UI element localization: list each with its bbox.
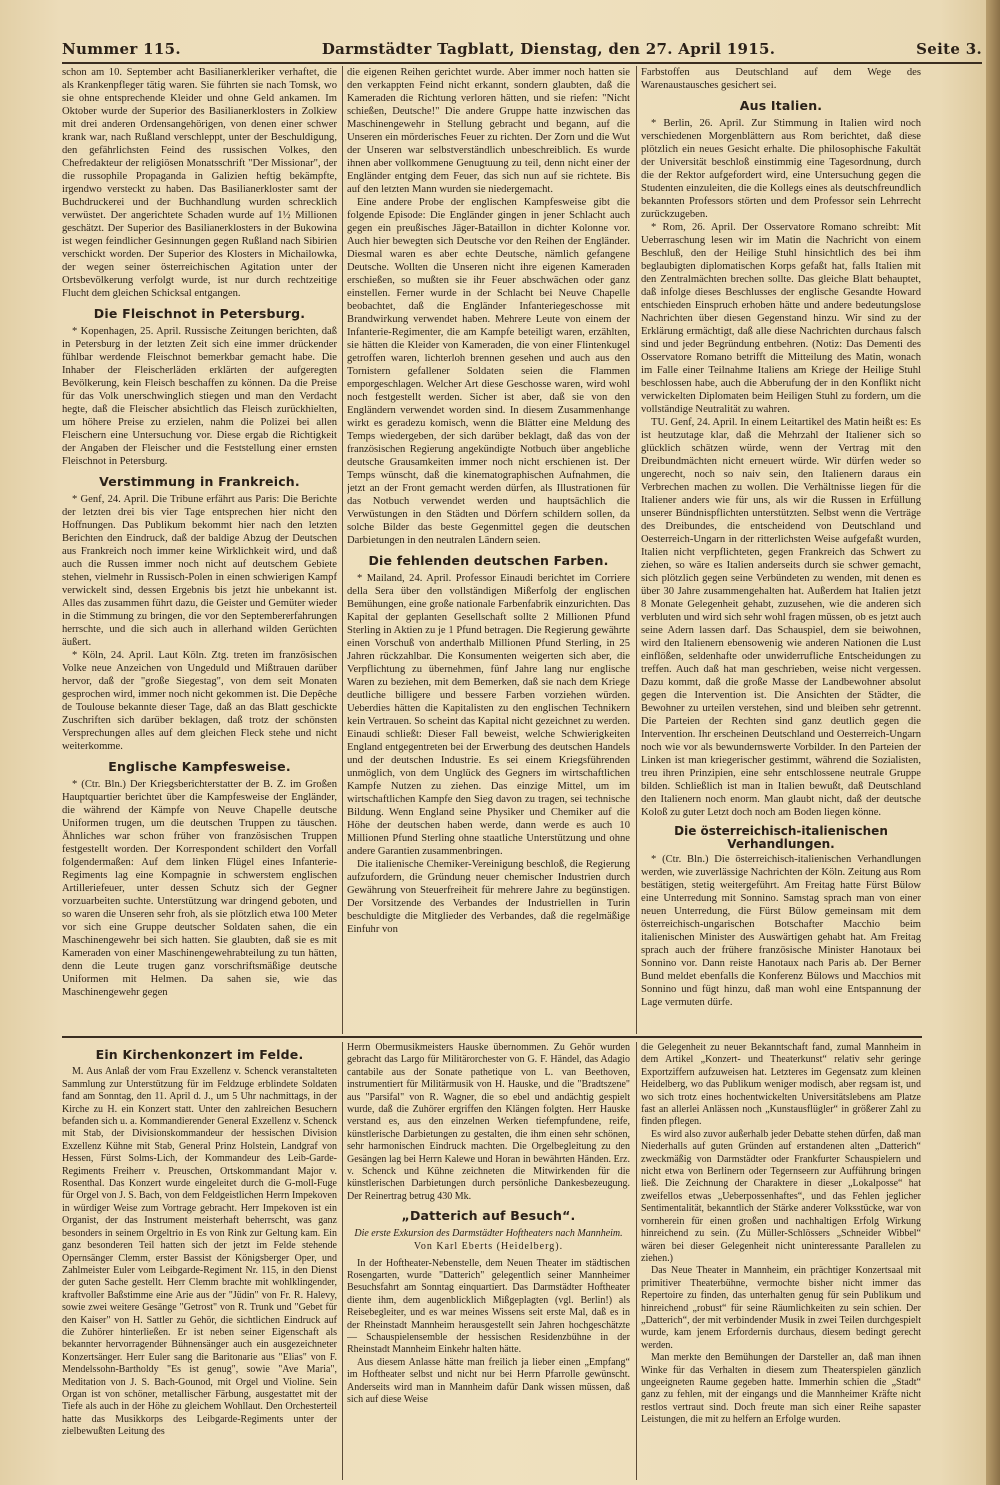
article-continuation: Farbstoffen aus Deutschland auf dem Wege des Warenaustausches gesichert sei. bbox=[641, 67, 921, 91]
article-verhandlungen: * (Ctr. Bln.) Die österreichisch-italienischen Verhandlungen werden, wie zuverlässige Nachrichten der Köln. Zeitung aus Rom bestätigen, stetig weitergeführt. Am Freitag hatte Fürst Bülow eine Unterredung mit Sonnino. Samstag sprach man von einer neuen Unterredung, die Fürst Bülow gemeinsam mit dem österreichisch-ungarischen Botschafter Macchio beim italienischen Minister des Auswärtigen gehabt hat. Am Freitag sprach auch der frühere französische Minister Hanotaux bei Sonnino vor. Dann reiste Hanotaux nach Paris ab. Der Berner Bund meldet ebenfalls die Konferenz Bülows und Macchios mit Sonnino und fügt hinzu, daß man wohl eine Entspannung der Lage vermuten dürfe. bbox=[641, 854, 921, 1008]
article-farben-cont: Die italienische Chemiker-Vereinigung beschloß, die Regierung aufzufordern, die Gründung neuer chemischer Industrien durch Gewährung von Steuerfreiheit für mehrere Jahre zu begünstigen. Der Vorsitzende des Verbandes der Industriellen in Turin beschuldigte die Mitglieder des Verbandes, daß die regelmäßige Einfuhr von bbox=[347, 859, 630, 935]
article-datterich: In der Hoftheater-Nebenstelle, dem Neuen Theater im städtischen Rosengarten, wurde "Datterich" gelegentlich seiner Mannheimer Besuchsfahrt am Sonntag einquartiert. Das Darmstädter Hoftheater diente ihm, dem augenblicklich Mißgeplagten (vgl. Berlin!) als Reisebegleiter, und es war meines Wissens seit erste Mal, daß es in der Rheinstadt Mannheim herausgestellt sein Jahren hochgeschätzte — Schauspielensemble der hessischen Residenzbühne in der Rheinstadt Mannheim Einkehr halten hätte. bbox=[347, 1257, 630, 1356]
headline-farben: Die fehlenden deutschen Farben. bbox=[368, 553, 609, 568]
article-kampfesweise-cont: Eine andere Probe der englischen Kampfesweise gibt die folgende Episode: Die Engländer gingen in jener Schlacht auch gegen ein preußisches Jäger-Bataillon in dichter Kolonne vor. Auch hier bewegten sich Deutsche vor den Reihen der Engländer. Diesmal waren es aber echte Deutsche, nämlich gefangene Deutsche. Wollten die Unseren nicht ihre eigenen Kameraden erschießen, so mußten sie ihr Feuer abschwächen oder ganz einstellen. Ferner wurde in der Schlacht bei Neuve Chapelle beobachtet, daß die Engländer Infanteriegeschosse mit Brandwirkung verwendet haben. Mehrere Leute von einem der Infanterie-Regimenter, die am Kampfe beteiligt waren, erzählten, sie hätten die Kleider von Kameraden, die von einer Flintenkugel getroffen waren, lichterloh brennen gesehen und auch aus den Tornistern gefallener Soldaten seien die Flammen emporgeschlagen. Welcher Art diese Geschosse waren, wird wohl noch festgestellt werden. Sicher ist aber, daß sie von den Engländern verwendet worden sind. In diesem Zusammenhange wirkt es geradezu komisch, wenn die Blätter eine Meldung des Temps wiedergeben, der sich darüber beklagt, daß das von der französischen Regierung angekündigte Notbuch über angebliche deutsche Grausamkeiten immer noch nicht erschienen ist. Der Temps wünscht, daß die kinematographischen Aufnahmen, die jetzt an der Front gemacht werden dürfen, als Illustrationen für das Notbuch verwendet werden und hauptsächlich die Verwüstungen in den Städten und Dörfern schildern sollen, da solche Bilder das beste Gegenmittel gegen die deutschen Darbietungen in den neutralen Ländern seien. bbox=[347, 197, 630, 546]
headline-italien: Aus Italien. bbox=[739, 98, 823, 113]
issue-number: Nummer 115. bbox=[62, 40, 181, 58]
subheadline-datterich: Die erste Exkursion des Darmstädter Hoftheaters nach Mannheim. bbox=[354, 1227, 623, 1239]
headline-datterich: „Datterich auf Besuch“. bbox=[401, 1208, 576, 1224]
article-datterich-cont: die Gelegenheit zu neuer Bekanntschaft fand, zumal Mannheim in dem Artikel „Konzert- und Theaterkunst“ relativ sehr geringe Exportziffern aufzuweisen hat. Letzteres im Gegensatz zum kleinen Heidelberg, wo das Publikum weniger modisch, aber regsam ist, und wo sich trotz eines hochentwickelten Universitätslebens am Platze fast an allerlei Anlässen noch „Kunstausflügler“ in größerer Zahl zu finden pflegen. bbox=[641, 1042, 921, 1128]
headline-verhandlungen: Die österreichisch-italienischen Verhandlungen. bbox=[674, 824, 888, 851]
article-datterich-cont-2: Es wird also zuvor außerhalb jeder Debatte stehen dürfen, daß man Niederhalls auf guten Gründen auf erstandenen alten „Datterich“ zweckmäßig von Darmstädter oder Frankfurter Schauspielern und nicht etwa von Berlinern oder Tegernseern zur Aufführung bringen ließ. Die Zeichnung der Charaktere in dieser „Lokalposse“ hat zweifellos etwas „Ueberpossenhaftes“, und das Fehlen jeglicher Sentimentalität, bekanntlich der Stärke anderer Volksstücke, war von vornherein für einen großen und nachhaltigen Erfolg Wirkung hinreichend zu sein. (Zu Müller-Schlössers „Schneider Wibbel“ wären bei dieser Gelegenheit nicht uninteressante Parallelen zu ziehen.) bbox=[641, 1128, 921, 1264]
headline-kampfesweise: Englische Kampfesweise. bbox=[108, 759, 291, 774]
article-continuation: die eigenen Reihen gerichtet wurde. Aber immer noch hatten sie den verkappten Feind nicht erkannt, sondern glaubten, daß die Kameraden die Richtung verloren hätten, und sie riefen: "Nicht schießen, Deutsche!" Die andere Gruppe hatte inzwischen das Maschinengewehr in Stellung gebracht und begann, auf die Unseren ein mörderisches Feuer zu richten. Der Zorn und die Wut der Unseren war selbstverständlich unbeschreiblich. Es wurde ihnen aber vollkommene Genugtuung zu teil, denn nicht einer der Engländer entging dem Feuer, das sich nun auf sie richtete. Bis auf den letzten Mann wurden sie niedergemacht. bbox=[347, 67, 630, 195]
news-column-3 bbox=[641, 66, 921, 1031]
headline-fleischnot: Die Fleischnot in Petersburg. bbox=[93, 306, 306, 321]
article-italien-genf: TU. Genf, 24. April. In einem Leitartikel des Matin heißt es: Es ist heutzutage klar, daß die Mehrzahl der Italiener sich so glücklich schätzen würde, wenn der Vertrag mit den Dreibundmächten nicht erneuert würde. Wir dürfen weder so ungerecht, noch so naiv sein, den Italienern daraus ein Verbrechen machen zu wollen. Die Verhältnisse liegen für die Italiener anders wie für uns, als wir die Russen in Erfüllung unserer Bündnispflichten unterstützten. Selbst wenn die Verträge des Dreibundes, die entscheidend von Deutschland und Oesterreich-Ungarn in der ritterlichsten Weise aufgefaßt wurden, Italien nicht verpflichteten, gegen Frankreich das Schwert zu ziehen, so wäre es Italien anderseits durch sie schwer gemacht, sich plötzlich gegen seine Verbündeten zu wenden, mit denen es über 30 Jahre zusammengehalten hat. Außerdem hat Italien jetzt 8 Monate Gelegenheit gehabt, zuzusehen, wie die anderen sich verbluten und wird sich sehr wohl fragen müssen, ob es jetzt auch seine Adern lassen darf. Das Schauspiel, dem sie beiwohnen, wird den Italienern ebensowenig wie anderen Nationen die Lust einflößen, seldenhafte oder unwiderrufliche Entscheidungen zu treffen. Auch daß hat man geschrieben, weise nicht vergessen. Dazu kommt, daß die große Masse der Landbewohner absolut gegen die Intervention ist. Die Ansichten der Städter, die Bewohner zu urteilen verstehen, sind und bleiben sehr getrennt. Die Parteien der Rechten sind ganz deutlich gegen die Intervention. Ihr erscheinen Deutschland und Oesterreich-Ungarn noch wie vor als bewundernswerte Vorbilder. In den Parteien der Linken ist man kriegerischer gestimmt, während die Sozialisten, treu ihren Prinzipien, eine sehr entschlossene neutrale Gruppe bilden. Schließlich ist man in Italien bewußt, daß Deutschland den Italienern noch enorm. Man glaubt nicht, daß der deutsche Koloß zu guter Letzt doch noch am Boden liegen könne. bbox=[641, 417, 921, 818]
article-datterich-2: Aus diesem Anlasse hätte man freilich ja lieber einen „Empfang“ im Hoftheater selbst und nicht nur bei Herrn Pfarrolle gewünscht. Anderseits wird man in Mannheim dafür Dank wissen müssen, daß sich auf diese Weise bbox=[347, 1356, 630, 1405]
feuilleton-divider bbox=[62, 1036, 922, 1038]
masthead-date: Darmstädter Tagblatt, Dienstag, den 27. April 1915. bbox=[321, 40, 776, 58]
column-divider bbox=[636, 66, 637, 1034]
article-verstimmung-koeln: * Köln, 24. April. Laut Köln. Ztg. treten im französischen Volke neue Anzeichen von Ungeduld und Mißtrauen darüber hervor, daß der "große Siegestag", von dem seit Monaten gesprochen wird, immer noch nicht gekommen ist. Die Depêche de Toulouse bekannte dieser Tage, daß an das Blatt geschickte Zuschriften sich darüber beklagen, daß trotz der schönsten Versprechungen alles auf dem gleichen Fleck stehe und nicht weiterkomme. bbox=[62, 650, 337, 752]
feuilleton-column-3 bbox=[641, 1042, 921, 1480]
article-verstimmung-genf: * Genf, 24. April. Die Tribune erfährt aus Paris: Die Berichte der letzten drei bis vier Tage entsprechen hier nicht den Hoffnungen. Das Publikum bekommt hier nach den letzten Berichten den Eindruck, daß der baldige Abzug der Deutschen aus Frankreich noch immer keine Wirklichkeit wird, und daß auch die Russen immer noch nicht auf deutschem Gebiete stehen, vielmehr in Russisch-Polen in einen schwierigen Kampf verwickelt sind, dessen Ergebnis bis jetzt hie unbekannt ist. Alles das zusammen führt dazu, die Geister und Gemüter wieder in die Stimmung zu bringen, die vor den Septembererfahrungen herrschte, und die sich auch in allerhand wilden Gerüchten äußert. bbox=[62, 494, 337, 648]
page-header bbox=[62, 40, 982, 62]
column-divider bbox=[636, 1042, 637, 1480]
article-fleischnot: * Kopenhagen, 25. April. Russische Zeitungen berichten, daß in Petersburg in der letzten Zeit sich eine immer drückender fühlbar werdende Fleischnot bemerkbar gemacht habe. Die Inhaber der Fleischerläden erklärten der aufgeregten Bevölkerung, kein Fleisch beschaffen zu können. Da die Preise für das Volk unerschwinglich stiegen und man den Verdacht hegte, daß die Fleischer absichtlich das Fleisch zurückhielten, um höhere Preise zu erzielen, nahm die Polizei bei allen Fleischern eine Untersuchung vor. Diese ergab die Richtigkeit der Angaben der Fleischer und die Feststellung einer ernsten Fleischnot in Petersburg. bbox=[62, 326, 337, 467]
feuilleton-column-1 bbox=[62, 1042, 337, 1480]
book-spine bbox=[986, 0, 1000, 1485]
news-column-2 bbox=[347, 66, 630, 1031]
article-italien-rom: * Rom, 26. April. Der Osservatore Romano schreibt: Mit Ueberraschung lesen wir im Matin die Nachricht von einem Beschluß, den der Heilige Stuhl hinsichtlich des bei ihm beglaubigten diplomatischen Korps gefaßt hat, falls Italien mit den Zentralmächten brechen sollte. Das gleiche Blatt behauptet, daß infolge dieses Beschlusses der englische Gesandte Howard entschieden Einspruch erhoben hätte und andere bedeutungslose Nachrichten über diesen Gegenstand hinzu. Wir sind zu der Erklärung ermächtigt, daß alle diese Nachrichten durchaus falsch sind und jeder Begründung entbehren. (Notiz: Das Dementi des Osservatore Romano betrifft die Mitteilung des Matin, wonach im Falle einer Teilnahme Italiens am Kriege der Heilige Stuhl beschlossen habe, auch die Abberufung der in den Konflikt nicht verwickelten Diplomaten beim Heiligen Stuhl zu fordern, um die vollständige Neutralität zu wahren. bbox=[641, 222, 921, 415]
article-datterich-cont-4: Man merkte den Bemühungen der Darsteller an, daß man ihnen Winke für das Verhalten in diesem zum Theaterspielen gänzlich ungeeigneten Raume gegeben hatte. Immerhin schien die „Stadt“ ganz zu fehlen, mit der eingangs und die Mannheimer Kräfte nicht restlos vertraut sind. Doch freute man sich einer Reihe sapaster Leistungen, die mit zu helfern an Erfolge wurden. bbox=[641, 1352, 921, 1426]
headline-kirchenkonzert: Ein Kirchenkonzert im Felde. bbox=[95, 1047, 304, 1062]
article-kirchenkonzert: M. Aus Anlaß der vom Frau Exzellenz v. Schenck veranstalteten Sammlung zur Unterstützung für im Feldzuge erblindete Soldaten fand am Sonntag, den 11. April d. J., um 5 Uhr nachmittags, in der Kirche zu H. ein Konzert statt. Unter den zahlreichen Besuchern befanden sich u. a. Kommandierender General Exzellenz v. Schenck mit Stab, der Divisionskommandeur der hessischen Division Exzellenz Kühne mit Stab, General Prinz Holstein, Landgraf von Hessen, Fürst Solms-Lich, der Kommandeur des Leib-Garde-Regiments Freiherr v. Preuschen, Ortskommandant Major v. Rosenthal. Das Konzert wurde eingeleitet durch die G-moll-Fuge für Orgel von J. S. Bach, von dem Feldgeistlichen Herrn Impekoven in würdiger Weise zum Vortrage gebracht. Herr Impekoven ist ein Organist, der das Instrument meisterhaft beherrscht, was ganz besonders in seinem Orgeltrio in Es von Rink zur Geltung kam. Ein ganz besonderen Teil hatten sich der jetzt im Felde stehende Opernsänger Clemm, erster Bassist der Königsberger Oper, und Zahlmeister Euler vom Leibgarde-Regiment Nr. 115, in den Dienst der guten Sache gestellt. Herr Clemm brachte mit wohlklingender, kraftvoller Baßstimme eine Arie aus der "Jüdin" von Fr. R. Halevy, sowie zwei weitere Gesänge "Getrost" von R. Trunk und "Gebet für den Kaiser" von H. Sattler zu Gehör, die sichtlichen Eindruck auf die Zuhörer hinterließen. Er ist neben seiner Eigenschaft als bekannter hervorragender Bühnensänger auch ein ausgezeichneter Konzertsänger. Herr Euler sang die Baritonarie aus "Elias" von F. Mendelssohn-Bartholdy "Es ist genug", sowie "Ave Maria", Meditation von J. S. Bach-Gounod, mit Orgel und Violine. Sein Organ ist von schöner, metallischer Färbung, ausgestattet mit der Tiefe als auch in der Höhe zu gleichem Wohllaut. Den Orchesterteil hatte das Musikkorps des Leibgarde-Regiments unter der zielbewußten Leitung des bbox=[62, 1066, 337, 1438]
article-kirchenkonzert-cont: Herrn Obermusikmeisters Hauske übernommen. Zu Gehör wurden gebracht das Largo für Militärorchester von G. F. Händel, das Adagio cantabile aus der Sonate pathetique von L. van Beethoven, instrumentiert für Militärmusik von H. Hauske, und die "Bradtszene" aus "Parsifal" von R. Wagner, die so ebel und andächtig gespielt wurde, daß die Zuhörer ergriffen den Klängen folgten. Herr Hauske verstand es, aus den einzelnen Werken tiefempfundene, reife, künstlerische Darbietungen zu gestalten, die ihm einen sehr schönen, sehr harmonischen Eindruck machten. Die Orgelbegleitung zu den Gesängen lag bei Herrn Kalewe und Horan in bewährten Händen. Erz. v. Schenck und Kühne zeichneten die Mitwirkenden für die künstlerischen Darbietungen durch persönliche Dankesbezeugung. Der Reinertrag betrug 430 Mk. bbox=[347, 1042, 630, 1202]
column-divider bbox=[342, 66, 343, 1034]
article-farben: * Mailand, 24. April. Professor Einaudi berichtet im Corriere della Sera über den vollständigen Mißerfolg der englischen Bemühungen, eine große nationale Farbenfabrik einzurichten. Das Kapital der geplanten Gesellschaft sollte 2 Millionen Pfund Sterling in Aktien zu je 1 Pfund betragen. Die Regierung gewährte einen Vorschuß von anderthalb Millionen Pfund Sterling, in 25 Jahren rückzahlbar. Die Konsumenten weigerten sich aber, die Verpflichtung zu übernehmen, fünf Jahre lang nur englische Waren zu beziehen, mit dem Bemerken, daß sie nach dem Kriege deutliche billigere und bessere Farben vorziehen würden. Ueberdies hätten die Kapitalisten zu den englischen Technikern kein Vertrauen. So scheint das Kapital nicht gezeichnet zu werden. Einaudi schließt: Dieser Fall beweist, welche Schwierigkeiten England entgegentreten bei der Erwerbung des deutschen Handels und der deutschen Industrie. Es sei einem Kriegsführenden unmöglich, von dem Unglück des Gegners im wirtschaftlichen Kampfe Nutzen zu ziehen. Das einzige Mittel, um im wirtschaftlichen Kampfe den Sieg davon zu tragen, sei technische Bildung. Wenn England seine Physiker und Chemiker auf die Höhe der deutschen haben werde, dann werde es auch 10 Millionen Pfund Sterling ohne staatliche Unterstützung und ohne andere Garantien zusammenbringen. bbox=[347, 573, 630, 857]
feuilleton-column-2 bbox=[347, 1042, 630, 1480]
column-divider bbox=[342, 1042, 343, 1480]
byline-datterich: Von Karl Eberts (Heidelberg). bbox=[413, 1241, 564, 1253]
headline-verstimmung: Verstimmung in Frankreich. bbox=[99, 474, 300, 489]
page-number: Seite 3. bbox=[916, 40, 982, 58]
article-italien-berlin: * Berlin, 26. April. Zur Stimmung in Italien wird noch verschiedenen Morgenblättern aus Rom berichtet, daß diese plötzlich ein neues Gesicht erhalte. Die philosophische Fakultät der Universität beschloß einstimmig eine Tagesordnung, durch die der Rektor aufgefordert wird, eine Untersuchung gegen die Studenten einzuleiten, die die Kollegs eines als deutschfreundlich bekannten Professors störten und dem Professor sein Lehrrecht zurückzugeben. bbox=[641, 118, 921, 220]
article-datterich-cont-3: Das Neue Theater in Mannheim, ein prächtiger Konzertsaal mit primitiver Theaterbühne, vermochte bisher nicht immer das Repertoire zu finden, das unterhalten genug für sein Publikum und hinreichend „robust“ für seine Räumlichkeiten zu sein schien. Der „Datterich“, der mit verbindender Musik in zwei Teilen durchgespielt wurde, kam jenem Erfordernis durchaus, diesem bedingt gerecht werden. bbox=[641, 1265, 921, 1351]
news-column-1 bbox=[62, 66, 337, 1031]
article-continuation: schon am 10. September acht Basilianerkleriker verhaftet, die als Krankenpfleger tätig waren. Sie führten sie nach Tomsk, wo sie ohne entsprechende Kleider und ohne Geld ankamen. Im Oktober wurde der Superior des Basilianerklosters in Zolkiew mit drei anderen Ordensangehörigen, von denen einer schwer krank war, nach Rußland verschleppt, unter der Beschuldigung, den gefährlichsten Feind des russischen Volkes, den Chefredakteur der religiösen Monatsschrift "Der Missionar", der die russophile Propaganda in Galizien heftig bekämpfte, irgendwo versteckt zu haben. Das Basilianerkloster samt der Buchdruckerei und der Buchhandlung wurden schrecklich verwüstet. Der angerichtete Schaden wurde auf 1½ Millionen geschätzt. Der Superior des Basilianerklosters in der Bukowina ist wegen feindlicher Gesinnungen gegen Rußland nach Sibirien verschickt worden. Der Superior des Klosters in Michailowka, der wegen seiner österreichischen Agitation unter der Ortsbevölkerung verfolgt wurde, ist nur durch rechtzeitige Flucht dem gleichen Schicksal entgangen. bbox=[62, 67, 337, 299]
article-kampfesweise: * (Ctr. Bln.) Der Kriegsberichterstatter der B. Z. im Großen Hauptquartier berichtet über die Kampfesweise der Engländer, die während der Kämpfe von Neuve Chapelle deutsche Uniformen trugen, um die deutschen Truppen zu täuschen. Ähnliches war schon früher von französischen Truppen festgestellt worden. Der Korrespondent schildert den Vorfall folgendermaßen: Auf dem linken Flügel eines Infanterie-Regiments lag eine Kompagnie in schwerstem englischen Artilleriefeuer, unter dessen Schutz sich der Gegner vorzuarbeiten suchte. Unterstützung war dringend geboten, und so waren die Unseren sehr froh, als sie plötzlich etwa 100 Meter vor sich eine Gruppe deutscher Soldaten sahen, die ein Maschinengewehr bei sich hatten. Sie glaubten, daß sie es mit Kameraden von einer Maschinengewehrabteilung zu tun hätten, denn die Leute trugen ganz vorschriftsmäßige deutsche Uniformen mit Helmen. Da sahen sie, wie das Maschinengewehr gegen bbox=[62, 779, 337, 998]
header-rule bbox=[62, 62, 982, 64]
